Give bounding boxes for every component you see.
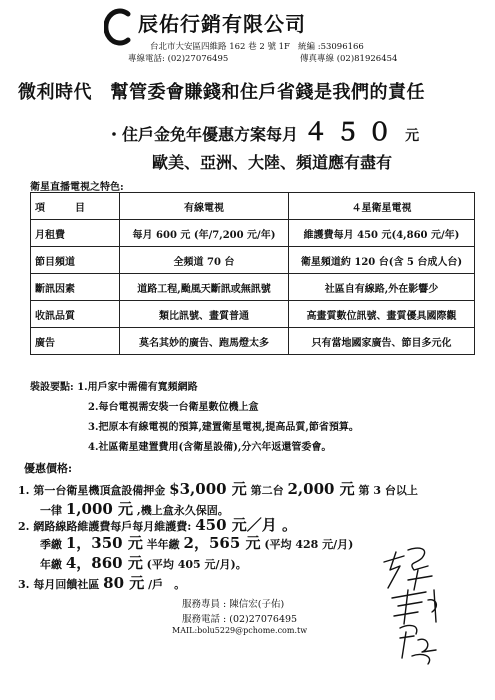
offer-line xyxy=(106,112,419,147)
price-item-1 xyxy=(18,478,418,499)
row-label: 月租費 xyxy=(31,220,120,247)
quarterly-label: 季繳 xyxy=(40,538,62,551)
service-email: MAIL:bolu5229@pchome.com.tw xyxy=(172,626,308,635)
rebate-label: 3. 每月回饋社區 xyxy=(18,578,100,591)
company-logo-icon xyxy=(104,6,134,48)
price-1-third-label: 第 3 台以上 xyxy=(358,484,418,497)
offer-amount: ４５０ xyxy=(303,117,400,146)
quarterly-amount: 1，350 元 xyxy=(65,534,143,552)
row-label: 節目頻道 xyxy=(31,247,120,274)
price-1-warranty: ,機上盒永久保固。 xyxy=(136,504,229,517)
row-satellite: 衛星頻道約 120 台(含 5 台成人台) xyxy=(289,247,475,274)
row-label: 收訊品質 xyxy=(31,301,120,328)
setup-item-1: 1.用戶家中需備有寬頻網路 xyxy=(77,382,198,393)
company-phone: 專線電話: (02)27076495 xyxy=(128,54,229,64)
setup-section xyxy=(30,378,198,393)
row-cable: 全頻道 70 台 xyxy=(120,247,289,274)
half-year-amount: 2，565 元 xyxy=(183,534,261,552)
setup-title: 裝設要點: xyxy=(30,382,74,393)
service-rep: 服務專員 : 陳信宏(子佑) xyxy=(182,599,285,610)
price-item-2-quarterly xyxy=(40,532,353,553)
company-fax: 傳真專線 (02)81926454 xyxy=(300,54,398,64)
half-year-label: 半年繳 xyxy=(146,538,180,551)
prices-title: 優惠價格: xyxy=(24,462,73,475)
row-satellite: 只有當地國家廣告、節目多元化 xyxy=(289,328,475,355)
setup-item-3: 3.把原本有線電視的預算,建置衛星電視,提高品質,節省預算。 xyxy=(88,422,359,433)
table-row xyxy=(31,220,475,247)
rebate-unit: /戶 。 xyxy=(148,578,186,591)
offer-unit: 元 xyxy=(405,128,420,144)
setup-item-2: 2.每台電視需安裝一台衛星數位機上盒 xyxy=(88,402,259,413)
row-label: 廣告 xyxy=(31,328,120,355)
company-tax-id: 統編 :53096166 xyxy=(298,42,364,52)
setup-item-4: 4.社區衛星建置費用(含衛星設備),分六年返還管委會。 xyxy=(88,442,332,453)
table-row xyxy=(31,274,475,301)
row-satellite: 高畫質數位訊號、畫質優具國際觀 xyxy=(289,301,475,328)
price-1-second-amount: 2,000 元 xyxy=(287,480,355,498)
table-row xyxy=(31,301,475,328)
table-header-row xyxy=(31,193,475,220)
handwritten-signature-icon xyxy=(378,540,458,670)
yearly-amount: 4，860 元 xyxy=(65,554,143,572)
company-address: 台北市大安區四維路 162 巷 2 號 1F xyxy=(150,42,290,52)
price-2-amount: 450 元／月 。 xyxy=(195,516,297,534)
row-satellite: 社區自有線路,外在影響少 xyxy=(289,274,475,301)
row-cable: 類比訊號、畫質普通 xyxy=(120,301,289,328)
table-row xyxy=(31,247,475,274)
row-satellite: 維護費每月 450 元(4,860 元/年) xyxy=(289,220,475,247)
row-cable: 每月 600 元 (年/7,200 元/年) xyxy=(120,220,289,247)
table-header-label: 項 目 xyxy=(31,193,120,220)
price-1-second-label: 第二台 xyxy=(250,484,284,497)
yearly-average: (平均 405 元/月)。 xyxy=(146,558,247,571)
table-header-cable: 有線電視 xyxy=(120,193,289,220)
table-title: 衛星直播電視之特色: xyxy=(30,182,124,193)
table-header-satellite: ４星衛星電視 xyxy=(289,193,475,220)
rebate-amount: 80 元 xyxy=(103,574,145,592)
half-year-average: (平均 428 元/月) xyxy=(264,538,354,551)
row-label: 斷訊因素 xyxy=(31,274,120,301)
row-cable: 莫名其妙的廣告、跑馬燈太多 xyxy=(120,328,289,355)
price-1-deposit: $3,000 元 xyxy=(169,480,247,498)
price-2-text: 2. 網路線路維護費每戶每月維護費: xyxy=(18,520,192,533)
price-1-flat-label: 一律 xyxy=(40,504,62,517)
row-cable: 道路工程,颱風天斷訊或無訊號 xyxy=(120,274,289,301)
comparison-table xyxy=(30,192,475,355)
offer-prefix: ・住戶金免年優惠方案每月 xyxy=(106,125,299,144)
price-1-text: 1. 第一台衛星機頂盒設備押金 xyxy=(18,484,166,497)
yearly-label: 年繳 xyxy=(40,558,62,571)
table-row xyxy=(31,328,475,355)
price-item-3 xyxy=(18,572,185,593)
headline: 微利時代 幫管委會賺錢和住戶省錢是我們的責任 xyxy=(18,82,425,103)
price-1-flat-amount: 1,000 元 xyxy=(65,500,134,518)
company-name: 辰佑行銷有限公司 xyxy=(138,12,306,36)
service-phone: 服務電話 : (02)27076495 xyxy=(182,614,298,625)
price-item-2-yearly xyxy=(40,552,247,573)
regions-line: 歐美、亞洲、大陸、頻道應有盡有 xyxy=(152,153,393,172)
